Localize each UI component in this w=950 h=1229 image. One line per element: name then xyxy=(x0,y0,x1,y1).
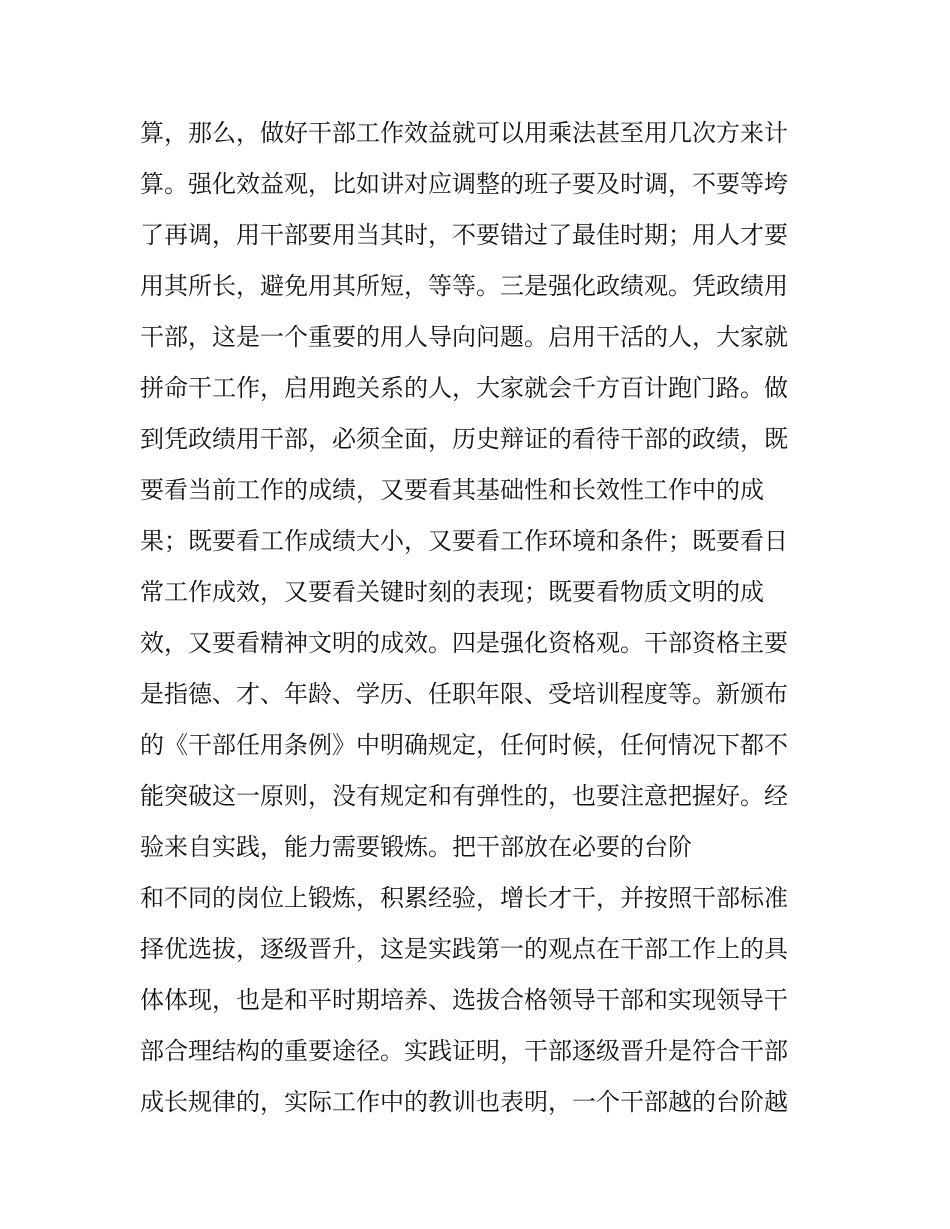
text-line: 果；既要看工作成绩大小，又要看工作环境和条件；既要看日 xyxy=(140,527,788,555)
text-line: 干部，这是一个重要的用人导向问题。启用干活的人，大家就 xyxy=(140,323,788,351)
text-line: 用其所长，避免用其所短，等等。三是强化政绩观。凭政绩用 xyxy=(140,272,788,300)
text-line: 常工作成效，又要看关键时刻的表现；既要看物质文明的成 xyxy=(140,578,764,606)
text-line: 算。强化效益观，比如讲对应调整的班子要及时调，不要等垮 xyxy=(140,170,788,198)
text-line: 拼命干工作，启用跑关系的人，大家就会千方百计跑门路。做 xyxy=(140,374,788,402)
text-line: 能突破这一原则，没有规定和有弹性的，也要注意把握好。经 xyxy=(140,782,788,810)
text-line: 效，又要看精神文明的成效。四是强化资格观。干部资格主要 xyxy=(140,629,788,657)
text-line: 成长规律的，实际工作中的教训也表明，一个干部越的台阶越 xyxy=(140,1088,788,1116)
text-line: 到凭政绩用干部，必须全面，历史辩证的看待干部的政绩，既 xyxy=(140,425,788,453)
text-line: 要看当前工作的成绩，又要看其基础性和长效性工作中的成 xyxy=(140,476,764,504)
text-line: 的《干部任用条例》中明确规定，任何时候，任何情况下都不 xyxy=(140,731,788,759)
text-line: 验来自实践，能力需要锻炼。把干部放在必要的台阶 xyxy=(140,833,692,861)
text-line: 是指德、才、年龄、学历、任职年限、受培训程度等。新颁布 xyxy=(140,680,788,708)
text-line: 体体现，也是和平时期培养、选拔合格领导干部和实现领导干 xyxy=(140,986,788,1014)
text-line: 择优选拔，逐级晋升，这是实践第一的观点在干部工作上的具 xyxy=(140,935,788,963)
text-line: 算，那么，做好干部工作效益就可以用乘法甚至用几次方来计 xyxy=(140,119,788,147)
text-line: 部合理结构的重要途径。实践证明，干部逐级晋升是符合干部 xyxy=(140,1037,788,1065)
body-text xyxy=(140,108,820,1128)
text-line: 和不同的岗位上锻炼，积累经验，增长才干，并按照干部标准 xyxy=(140,884,788,912)
text-line: 了再调，用干部要用当其时，不要错过了最佳时期；用人才要 xyxy=(140,221,788,249)
